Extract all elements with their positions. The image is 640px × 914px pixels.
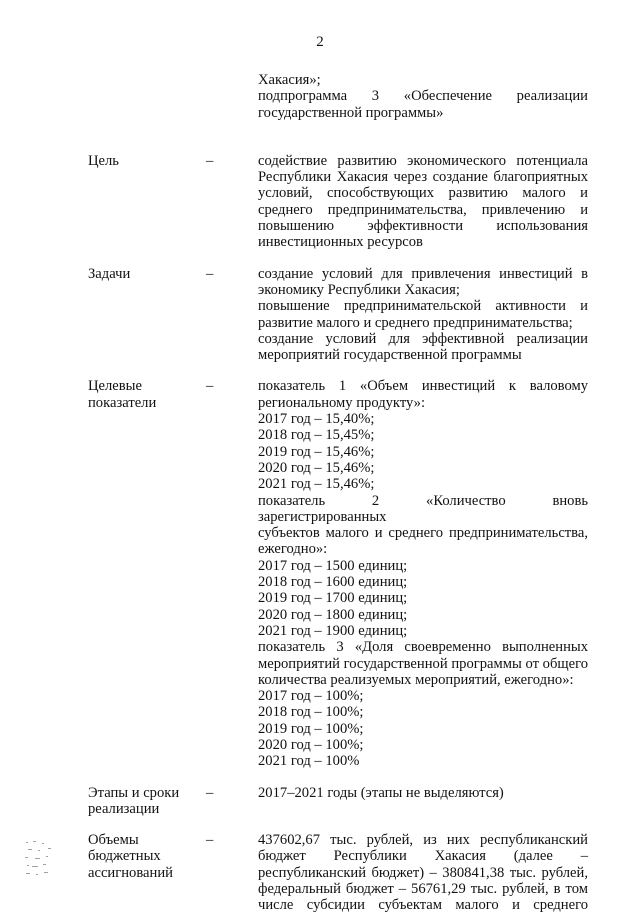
row-value-line: 2018 год – 1600 единиц; [258,574,408,591]
row-value-line: 2019 год – 100%; [258,720,364,737]
row-dash: – [206,378,214,395]
row-value-line: повышение предпринимательской активности и [258,298,588,315]
row-label [88,153,206,169]
row-value-line: мероприятий государственной программы [258,347,522,364]
row-value-line: 2017 год – 1500 единиц; [258,557,408,574]
passport-row-funding [88,832,588,913]
row-value-line: 2018 год – 15,45%; [258,427,375,444]
row-value-line: числе субсидии субъектам малого и среднего [258,897,588,914]
row-value-line: 2017 год – 100%; [258,688,364,705]
row-value-line: 2021 год – 100% [258,753,360,770]
row-label [88,785,206,818]
row-label-line: Этапы и сроки [88,784,180,801]
row-value-line: федеральный бюджет – 56761,29 тыс. рублей, в том [258,881,588,898]
row-label-line: Цель [88,152,119,169]
row-value-line: 2019 год – 15,46%; [258,443,375,460]
row-value-line: развитие малого и среднего предпринимательства; [258,314,573,331]
row-value-line: 2019 год – 1700 единиц; [258,590,408,607]
scan-artifact-marks [24,840,68,882]
row-value-line: 2021 год – 15,46%; [258,476,375,493]
row-label-line: показатели [88,394,157,411]
row-value [258,832,588,913]
row-dash: – [206,265,214,282]
row-label [88,266,206,282]
row-value-line: создание условий для привлечения инвестиций в [258,265,588,282]
row-value-line: подпрограмма 3 «Обеспечение реализации [258,88,588,105]
row-value-line: количества реализуемых мероприятий, ежегодно»: [258,671,574,688]
row-value-line: условий, способствующих развитию малого и [258,185,588,202]
row-label-line: Объемы [88,832,139,849]
passport-row-stages [88,785,588,818]
passport-row-tasks [88,266,588,364]
row-dash: – [206,832,214,849]
row-value-line: экономику Республики Хакасия; [258,281,460,298]
row-value-line: мероприятий государственной программы от общего [258,655,588,672]
row-value-line: среднего предпринимательства, привлечению и [258,201,588,218]
row-value-line: ежегодно»: [258,541,328,558]
row-value-line: бюджет Республики Хакасия (далее – [258,848,588,865]
row-value-line: 2020 год – 15,46%; [258,459,375,476]
row-value-line: создание условий для эффективной реализации [258,330,588,347]
passport-row-goal [88,153,588,251]
row-value-line: 2018 год – 100%; [258,704,364,721]
row-dash: – [206,784,214,801]
row-dash: – [206,152,214,169]
row-value-line: показатель 1 «Объем инвестиций к валовому [258,378,588,395]
row-value-line: 437602,67 тыс. рублей, из них республиканский [258,832,588,849]
row-value-line: показатель 2 «Количество вновь зарегистрированных [258,492,588,525]
row-label-line: ассигнований [88,864,173,881]
row-label [88,378,206,411]
program-passport [88,72,588,914]
row-value [258,72,588,121]
row-label-line: бюджетных [88,848,161,865]
row-value-line: инвестиционных ресурсов [258,234,423,251]
row-value-line: государственной программы» [258,104,444,121]
row-value-line: Хакасия»; [258,72,321,88]
row-value-line: 2017 год – 15,40%; [258,411,375,428]
row-value-line: 2017–2021 годы (этапы не выделяются) [258,784,504,801]
row-value-line: 2020 год – 100%; [258,736,364,753]
row-value-line: 2021 год – 1900 единиц; [258,622,408,639]
row-value [258,378,588,769]
row-value-line: Республики Хакасия через создание благоприятных [258,169,588,186]
row-label-line: Целевые [88,378,142,395]
row-value-line: показатель 3 «Доля своевременно выполненных [258,639,588,656]
row-value-line: 2020 год – 1800 единиц; [258,606,408,623]
row-value-line: повышению эффективности использования [258,218,588,235]
row-label-line: реализации [88,800,160,817]
passport-row-indicators [88,378,588,769]
passport-row-continuation [88,72,588,121]
row-value-line: содействие развитию экономического потенциала [258,152,588,169]
page-number: 2 [316,34,324,50]
row-value-line: субъектов малого и среднего предпринимательства, [258,525,588,542]
row-value-line: республиканский бюджет) – 380841,38 тыс. рублей, [258,864,588,881]
row-label-line: Задачи [88,265,131,282]
row-value [258,153,588,251]
row-value [258,785,588,801]
row-value-line: региональному продукту»: [258,394,426,411]
row-value [258,266,588,364]
row-label [88,832,206,881]
